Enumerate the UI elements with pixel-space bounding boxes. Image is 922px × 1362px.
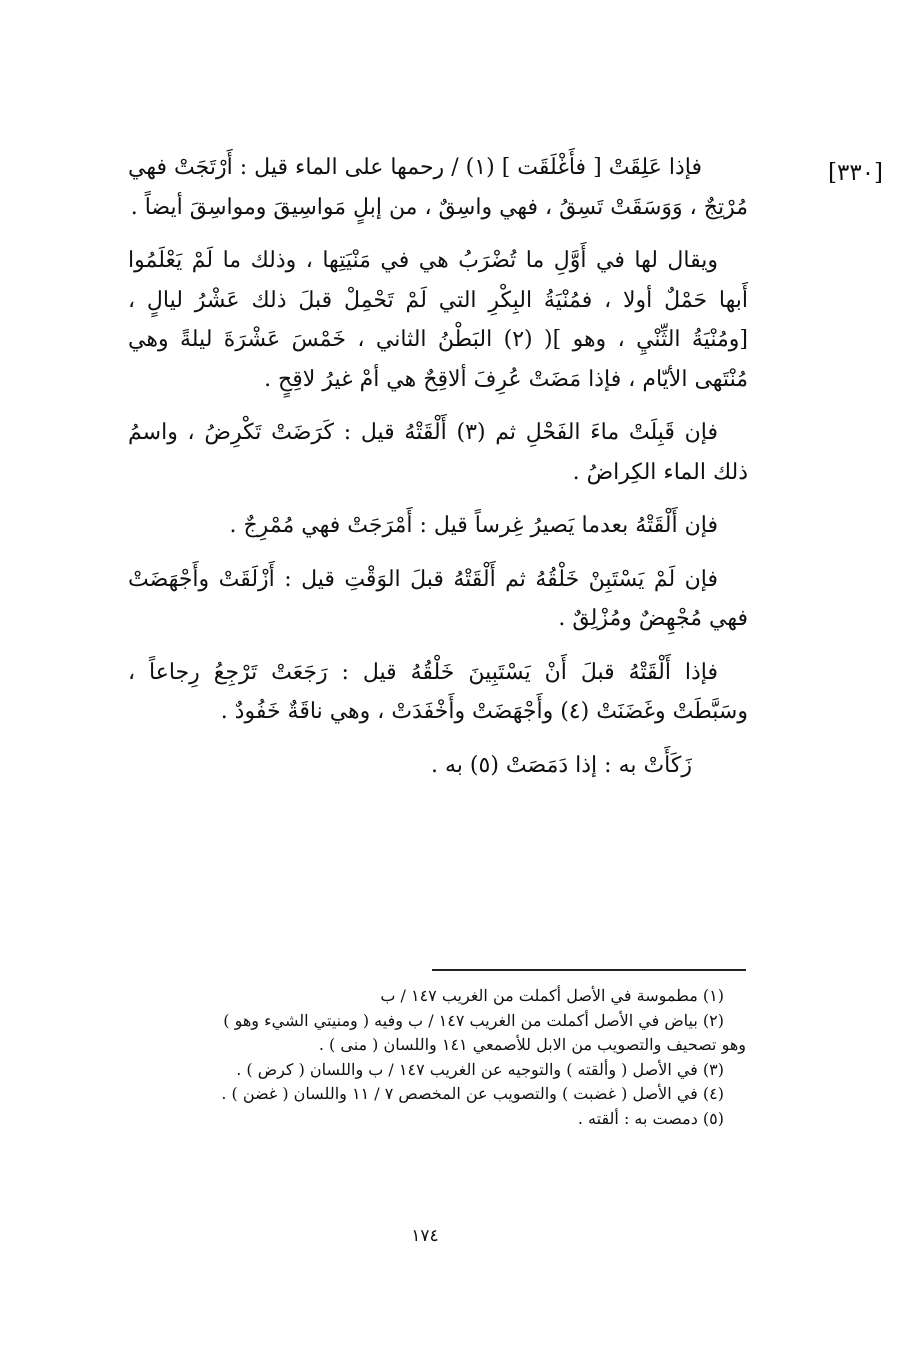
- entry-number: [٣٣٠]: [828, 160, 884, 186]
- paragraph: فإذا أَلْقَتْهُ قبلَ أَنْ يَسْتَبِينَ خَلْقُهُ قيل : رَجَعَتْ تَرْجِعُ رِجاعاً ، وسَبَّطَتْ وغَضَنَتْ (٤) وأَجْهَضَتْ وأَخْفَدَتْ ، وهي ناقَةٌ خَفُودٌ .: [128, 659, 748, 724]
- paragraph: فإن قَبِلَتْ ماءَ الفَحْلِ ثم (٣) أَلْقَتْهُ قيل : كَرَضَتْ تَكْرِضُ ، واسمُ ذلك الماء الكِراضُ .: [128, 420, 748, 485]
- footnote-continuation: وهو تصحيف والتصويب من الابل للأصمعي ١٤١ واللسان ( منى ) .: [318, 1035, 746, 1054]
- paragraph: فإذا عَلِقَتْ [ فأَغْلَقَت ] (١) / رحمها على الماء قيل : أَرْتَجَتْ فهي مُرْتِجٌ ، وَوَسَقَتْ تَسِقُ ، فهي واسِقٌ ، من إبلٍ مَواسِيقَ ومواسِقَ أيضاً .: [128, 155, 748, 220]
- page-number: ١٧٤: [411, 1226, 439, 1246]
- main-text: [128, 148, 748, 799]
- footnote: (٤) في الأصل ( غضبت ) والتصويب عن المخصص ٧ / ١١ واللسان ( غضن ) .: [221, 1084, 724, 1103]
- paragraph: زَكَأَتْ به : إذا دَمَصَتْ (٥) به .: [431, 752, 692, 778]
- footnote: (٢) بياض في الأصل أكملت من الغريب ١٤٧ / ب وفيه ( ومنيتي الشيء وهو ): [223, 1010, 724, 1030]
- footnote-separator: [432, 969, 746, 971]
- paragraph: ويقال لها في أَوَّلِ ما تُضْرَبُ هي في مَنْيَتِها ، وذلك ما لَمْ يَعْلَمُوا أَبها حَمْلٌ أولا ، فمُنْيَةُ البِكْرِ التي لَمْ تَحْمِلْ قبلَ ذلك عَشْرُ ليالٍ ، [ومُنْيَةُ الثِّنْيِ ، وهو ]( (٢) البَطْنُ الثاني ، خَمْسَ عَشْرَةَ ليلةً وهي مُنْتَهى الأيّام ، فإذا مَضَتْ عُرِفَ ألاقِحٌ هي أمْ غيرُ لاقِحٍ .: [128, 248, 748, 392]
- footnotes: [128, 984, 746, 1131]
- paragraph: فإن أَلْقَتْهُ بعدما يَصيرُ غِرساً قيل : أَمْرَجَتْ فهي مُمْرِجٌ .: [229, 513, 718, 538]
- footnote: (٣) في الأصل ( وألقته ) والتوجيه عن الغريب ١٤٧ / ب واللسان ( كرض ) .: [236, 1059, 724, 1079]
- footnote: (١) مطموسة في الأصل أكملت من الغريب ١٤٧ / ب: [380, 986, 724, 1005]
- footnote: (٥) دمصت به : ألقته .: [577, 1108, 724, 1128]
- paragraph: فإن لَمْ يَسْتَبِنْ خَلْقُهُ ثم أَلْقَتْهُ قبلَ الوَقْتِ قيل : أَزْلَقَتْ وأَجْهَضَتْ فهي مُجْهِضٌ ومُزْلِقٌ .: [128, 566, 748, 631]
